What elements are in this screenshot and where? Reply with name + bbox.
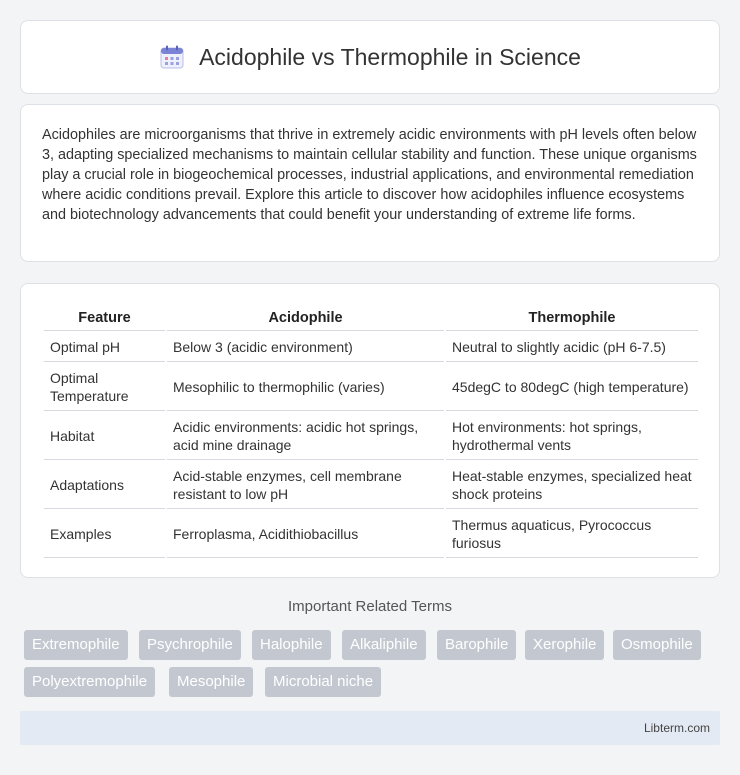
tag-extremophile[interactable]: Extremophile	[24, 630, 128, 660]
header-thermophile: Thermophile	[446, 306, 698, 331]
table-cell: Acidic environments: acidic hot springs, acid mine drainage	[167, 413, 444, 460]
table-cell: Thermus aquaticus, Pyrococcus furiosus	[446, 511, 698, 558]
footer	[20, 711, 720, 745]
comparison-table	[42, 304, 700, 560]
table-row	[44, 413, 698, 460]
table-row	[44, 333, 698, 362]
table-cell: Adaptations	[44, 462, 165, 509]
tag-barophile[interactable]: Barophile	[437, 630, 516, 660]
table-row	[44, 364, 698, 411]
tag-alkaliphile[interactable]: Alkaliphile	[342, 630, 426, 660]
tag-microbial-niche[interactable]: Microbial niche	[265, 667, 381, 697]
table-cell: Mesophilic to thermophilic (varies)	[167, 364, 444, 411]
footer-site-link[interactable]: Libterm.com	[643, 721, 710, 735]
table-cell: Optimal pH	[44, 333, 165, 362]
table-cell: 45degC to 80degC (high temperature)	[446, 364, 698, 411]
table-cell: Habitat	[44, 413, 165, 460]
table-row	[44, 511, 698, 558]
table-cell: Neutral to slightly acidic (pH 6-7.5)	[446, 333, 698, 362]
header-feature: Feature	[44, 306, 165, 331]
related-terms-title: Important Related Terms	[288, 598, 452, 615]
table-row	[44, 462, 698, 509]
table-cell: Acid-stable enzymes, cell membrane resistant to low pH	[167, 462, 444, 509]
intro-text: Acidophiles are microorganisms that thrive in extremely acidic environments with pH levels often below 3, adapting specialized mechanisms to maintain cellular stability and function. These unique organisms play a crucial role in biogeochemical processes, industrial applications, and environmental remediation where acidic conditions prevail. Explore this article to discover how acidophiles influence ecosystems and biotechnology advancements that could benefit your understanding of extreme life forms.	[42, 127, 697, 223]
tag-mesophile[interactable]: Mesophile	[169, 667, 253, 697]
table-cell: Ferroplasma, Acidithiobacillus	[167, 511, 444, 558]
comparison-table-card	[20, 283, 720, 578]
header-acidophile: Acidophile	[167, 306, 444, 331]
title-card	[20, 20, 720, 94]
table-cell: Examples	[44, 511, 165, 558]
tag-halophile[interactable]: Halophile	[252, 630, 331, 660]
table-cell: Below 3 (acidic environment)	[167, 333, 444, 362]
table-cell: Optimal Temperature	[44, 364, 165, 411]
tag-xerophile[interactable]: Xerophile	[525, 630, 604, 660]
calendar-icon	[159, 44, 185, 70]
table-cell: Hot environments: hot springs, hydrothermal vents	[446, 413, 698, 460]
tag-polyextremophile[interactable]: Polyextremophile	[24, 667, 155, 697]
table-cell: Heat-stable enzymes, specialized heat shock proteins	[446, 462, 698, 509]
table-header-row	[44, 306, 698, 331]
page-title: Acidophile vs Thermophile in Science	[199, 43, 581, 70]
tag-osmophile[interactable]: Osmophile	[613, 630, 701, 660]
tag-psychrophile[interactable]: Psychrophile	[139, 630, 241, 660]
intro-card	[20, 104, 720, 262]
